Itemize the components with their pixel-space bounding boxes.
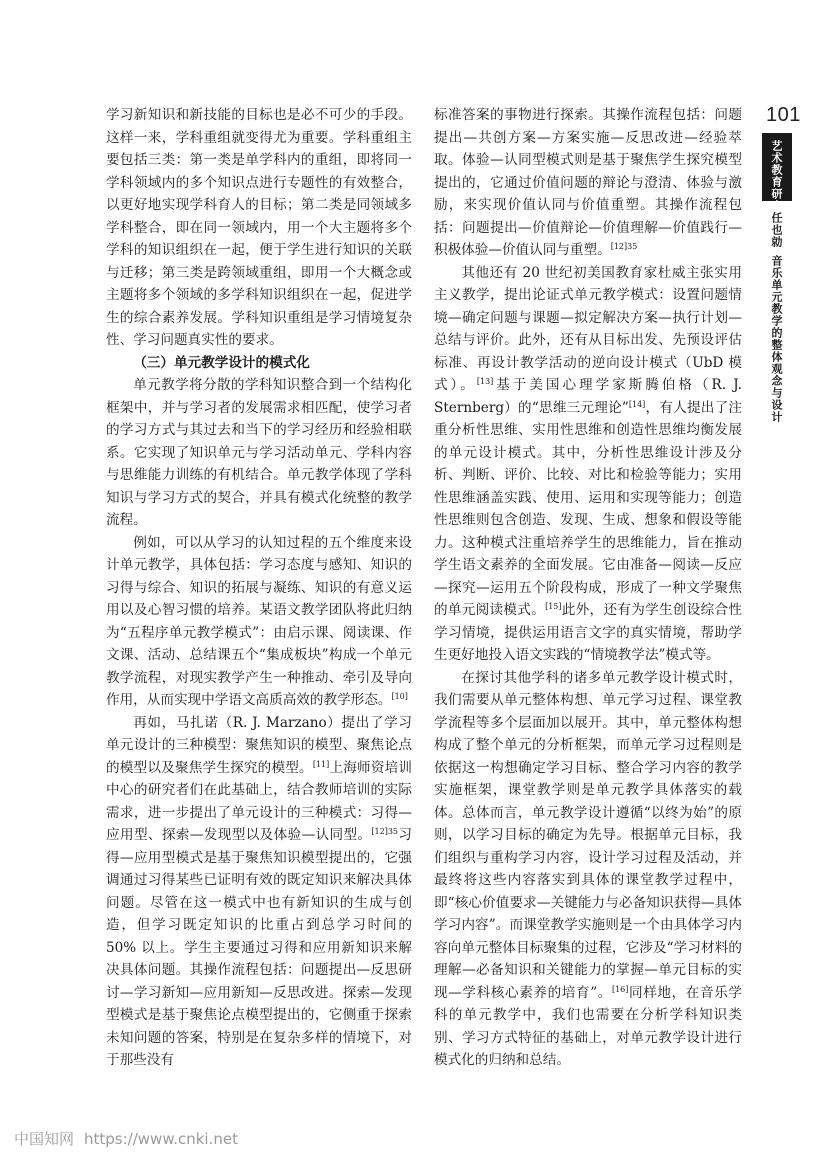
- paragraph: [106, 532, 412, 712]
- paragraph-text: 标准答案的事物进行探索。其操作流程包括：问题提出—共创方案—方案实施—反思改进—经验萃取。体验—认同型模式则是基于聚焦学生探究模型提出的，它通过价值问题的辩论与澄清、体验与激励，来实现价值认同与价值重塑。其操作流程包括：问题提出—价值辩论—价值理解—价值践行—积极体验—价值认同与重塑。: [434, 107, 742, 258]
- footer-watermark: [14, 1128, 238, 1149]
- citation-ref: [10]: [391, 692, 408, 701]
- citation-ref: [15]: [545, 602, 562, 611]
- paragraph-text: 其他还有 20 世纪初美国教育家杜威主张实用主义教学，提出论证式单元教学模式：设置问题情境—确定问题与课题—拟定解决方案—执行计划—总结与评价。此外，还有从目标出发、先预设评估标准、再设计教学活动的逆向设计模式（UbD 模式）。: [434, 264, 742, 393]
- citation-ref: [12]35: [371, 827, 399, 836]
- watermark-site-name: 中国知网: [14, 1130, 75, 1148]
- paragraph-text: ，有人提出了注重分析性思维、实用性思维和创造性思维均衡发展的单元设计模式。其中，分析性思维设计涉及分析、判断、评价、比较、对比和检验等能力；实用性思维涵盖实践、使用、运用和实现等能力；创造性思维则包含创造、发现、生成、想象和假设等能力。这种模式注重培养学生的思维能力，旨在推动学生语文素养的全面发展。它由准备—阅读—反应—探究—运用五个阶段构成，形成了一种文学聚焦的单元阅读模式。: [434, 399, 742, 618]
- left-column: [106, 104, 412, 1072]
- citation-ref: [16]: [611, 984, 629, 994]
- right-column: [434, 104, 742, 1072]
- section-heading: （三）单元教学设计的模式化: [133, 354, 310, 371]
- citation-ref: [11]: [312, 759, 330, 769]
- paragraph: [106, 712, 412, 1072]
- citation-ref: [12]35: [610, 242, 638, 251]
- paragraph-text: 同样地，在音乐学科的单元教学中，我们也需要在分析学科知识类别、学习方式特征的基础上，对单元教学设计进行模式化的归纳和总结。: [434, 984, 742, 1068]
- paragraph: [434, 667, 742, 1072]
- watermark-url: https://www.cnki.net: [84, 1130, 238, 1148]
- paragraph: 学习新知识和新技能的目标也是必不可少的手段。这样一来，学科重组就变得尤为重要。学科重组主要包括三类：第一类是单学科内的重组，即将同一学科领域内的多个知识点进行专题性的有效整合，以更好地实现学科育人的目标；第二类是同领域多学科整合，即在同一领域内，用一个大主题将多个学科的知识组织在一起，便于学生进行知识的关联与迁移；第三类是跨领域重组，即用一个大概念或主题将多个领域的多学科知识组织在一起，促进学生的综合素养发展。学科知识重组是学习情境复杂性、学习问题真实性的要求。: [106, 107, 412, 348]
- paragraph: [434, 104, 742, 262]
- paragraph-text: 例如，可以从学习的认知过程的五个维度来设计单元教学，具体包括：学习态度与感知、知识的习得与综合、知识的拓展与凝练、知识的有意义运用以及心智习惯的培养。某语文教学团队将此归纳为“五程序单元教学模式”：由启示课、阅读课、作文课、活动、总结课五个“集成板块”构成一个单元教学流程，对现实教学产生一种推动、牵引及导向作用，从而实现中学语文高质高效的教学形态。: [106, 534, 412, 708]
- citation-ref: [14]: [628, 399, 646, 409]
- paragraph-text: 在探讨其他学科的诸多单元教学设计模式时，我们需要从单元整体构想、单元学习过程、课堂教学流程等多个层面加以展开。其中，单元整体构想构成了整个单元的分析框架，而单元学习过程则是依据这一构想确定学习目标、整合学习内容的教学实施框架，课堂教学则是单元教学具体落实的载体。总体而言，单元教学设计遵循“以终为始”的原则，以学习目标的确定为先导。根据单元目标，我们组织与重构学习内容，设计学习过程及活动，并最终将这些内容落实到具体的课堂教学过程中，即“核心价值要求—关键能力与必备知识获得—具体学习内容”。而课堂教学实施则是一个由具体学习内容向单元整体目标聚集的过程，它涉及“学习材料的理解—必备知识和关键能力的掌握—单元目标的实现—学科核心素养的培育”。: [434, 669, 742, 1001]
- paragraph-text: 再如，马扎诺（R. J. Marzano）提出了学习单元设计的三种模型：聚焦知识的模型、聚焦论点的模型以及聚焦学生探究的模型。: [106, 714, 412, 776]
- journal-name: 艺术教育研究: [770, 140, 783, 212]
- paragraph-text: 此外，还有为学生创设综合性学习情境，提供运用语言文字的真实情境，帮助学生更好地投入语文实践的“情境教学法”模式等。: [434, 602, 742, 663]
- paragraph: [434, 262, 742, 667]
- running-author: 任也勍: [770, 212, 783, 248]
- page-number: 101: [766, 104, 801, 126]
- citation-ref: [13]: [476, 377, 494, 386]
- paragraph-text: 基于美国心理学家斯腾伯格（R. J. Sternberg）的“思维三元理论”: [434, 377, 743, 416]
- paragraph-text: 习得—应用型模式是基于聚焦知识模型提出的，它强调通过习得某些已证明有效的既定知识来解决具体问题。尽管在这一模式中也有新知识的生成与创造，但学习既定知识的比重占到总学习时间的 50% 以上。学生主要通过习得和应用新知识来解决具体问题。其操作流程包括：问题提出—反思研讨—学习新知—应用新知—反思改进。探索—发现型模式是基于聚焦论点模型提出的，它侧重于探索未知问题的答案，特别是在复杂多样的情境下，对于那些没有: [106, 827, 413, 1068]
- paragraph-text: 上海师资培训中心的研究者们在此基础上，结合教师培训的实际需求，进一步提出了单元设计的三种模式：习得—应用型、探索—发现型以及体验—认同型。: [106, 759, 413, 843]
- running-title: 音乐单元教学的整体观念与设计: [770, 255, 783, 423]
- paragraph: 单元教学将分散的学科知识整合到一个结构化框架中，并与学习者的发展需求相匹配，使学习者的学习方式与其过去和当下的学习经历和经验相联系。它实现了知识单元与学习活动单元、学科内容与思维能力训练的有机结合。单元教学体现了学科知识与学习方式的契合，并具有模式化统整的教学流程。: [106, 377, 412, 528]
